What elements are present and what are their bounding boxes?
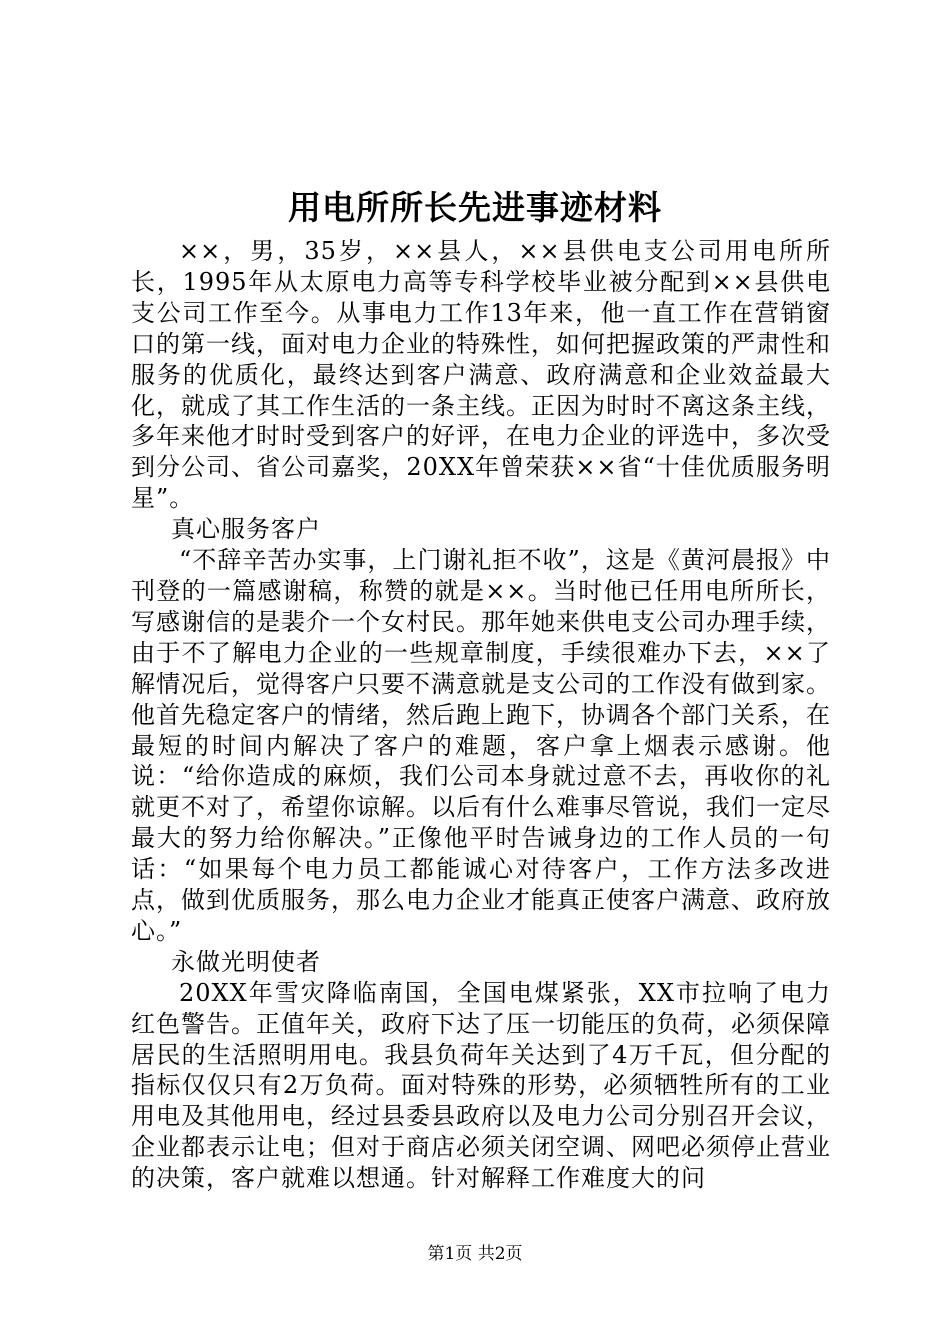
document-title: 用电所所长先进事迹材料 [288, 188, 662, 227]
paragraph-serve-customers: “不辞辛苦办实事，上门谢礼拒不收”，这是《黄河晨报》中刊登的一篇感谢稿，称赞的就是××。当时他已任用电所所长，写感谢信的是裴介一个女村民。那年她来供电支公司办理手续，由于不了解电力企业的一些规章制度，手续很难办下去，××了解情况后，觉得客户只要不满意就是支公司的工作没有做到家。他首先稳定客户的情绪，然后跑上跑下，协调各个部门关系，在最短的时间内解决了客户的难题，客户拿上烟表示感谢。他说：“给你造成的麻烦，我们公司本身就过意不去，再收你的礼就更不对了，希望你谅解。以后有什么难事尽管说，我们一定尽最大的努力给你解决。”正像他平时告诫身边的工作人员的一句话：“如果每个电力员工都能诚心对待客户，工作方法多改进点，做到优质服务，那么电力企业才能真正使客户满意、政府放心。” [131, 546, 831, 945]
paragraph-light-messenger: 20XX年雪灾降临南国，全国电煤紧张，XX市拉响了电力红色警告。正值年关，政府下达了压一切能压的负荷，必须保障居民的生活照明用电。我县负荷年关达到了4万千瓦，但分配的指标仅仅只有2万负荷。面对特殊的形势，必须牺牲所有的工业用电及其他用电，经过县委县政府以及电力公司分别召开会议，企业都表示让电；但对于商店必须关闭空调、网吧必须停止营业的决策，客户就难以想通。针对解释工作难度大的问 [131, 978, 831, 1193]
section-heading-light-messenger: 永做光明使者 [171, 947, 321, 976]
document-body [131, 236, 831, 1194]
section-heading-serve-customers: 真心服务客户 [171, 515, 321, 544]
page-number-footer: 第1页 共2页 [427, 1244, 523, 1264]
paragraph-intro: ××，男，35岁，××县人，××县供电支公司用电所所长，1995年从太原电力高等专科学校毕业被分配到××县供电支公司工作至今。从事电力工作13年来，他一直工作在营销窗口的第一线，面对电力企业的特殊性，如何把握政策的严肃性和服务的优质化，最终达到客户满意、政府满意和企业效益最大化，就成了其工作生活的一条主线。正因为时时不离这条主线，多年来他才时时受到客户的好评，在电力企业的评选中，多次受到分公司、省公司嘉奖，20XX年曾荣获××省“十佳优质服务明星”。 [131, 237, 831, 513]
